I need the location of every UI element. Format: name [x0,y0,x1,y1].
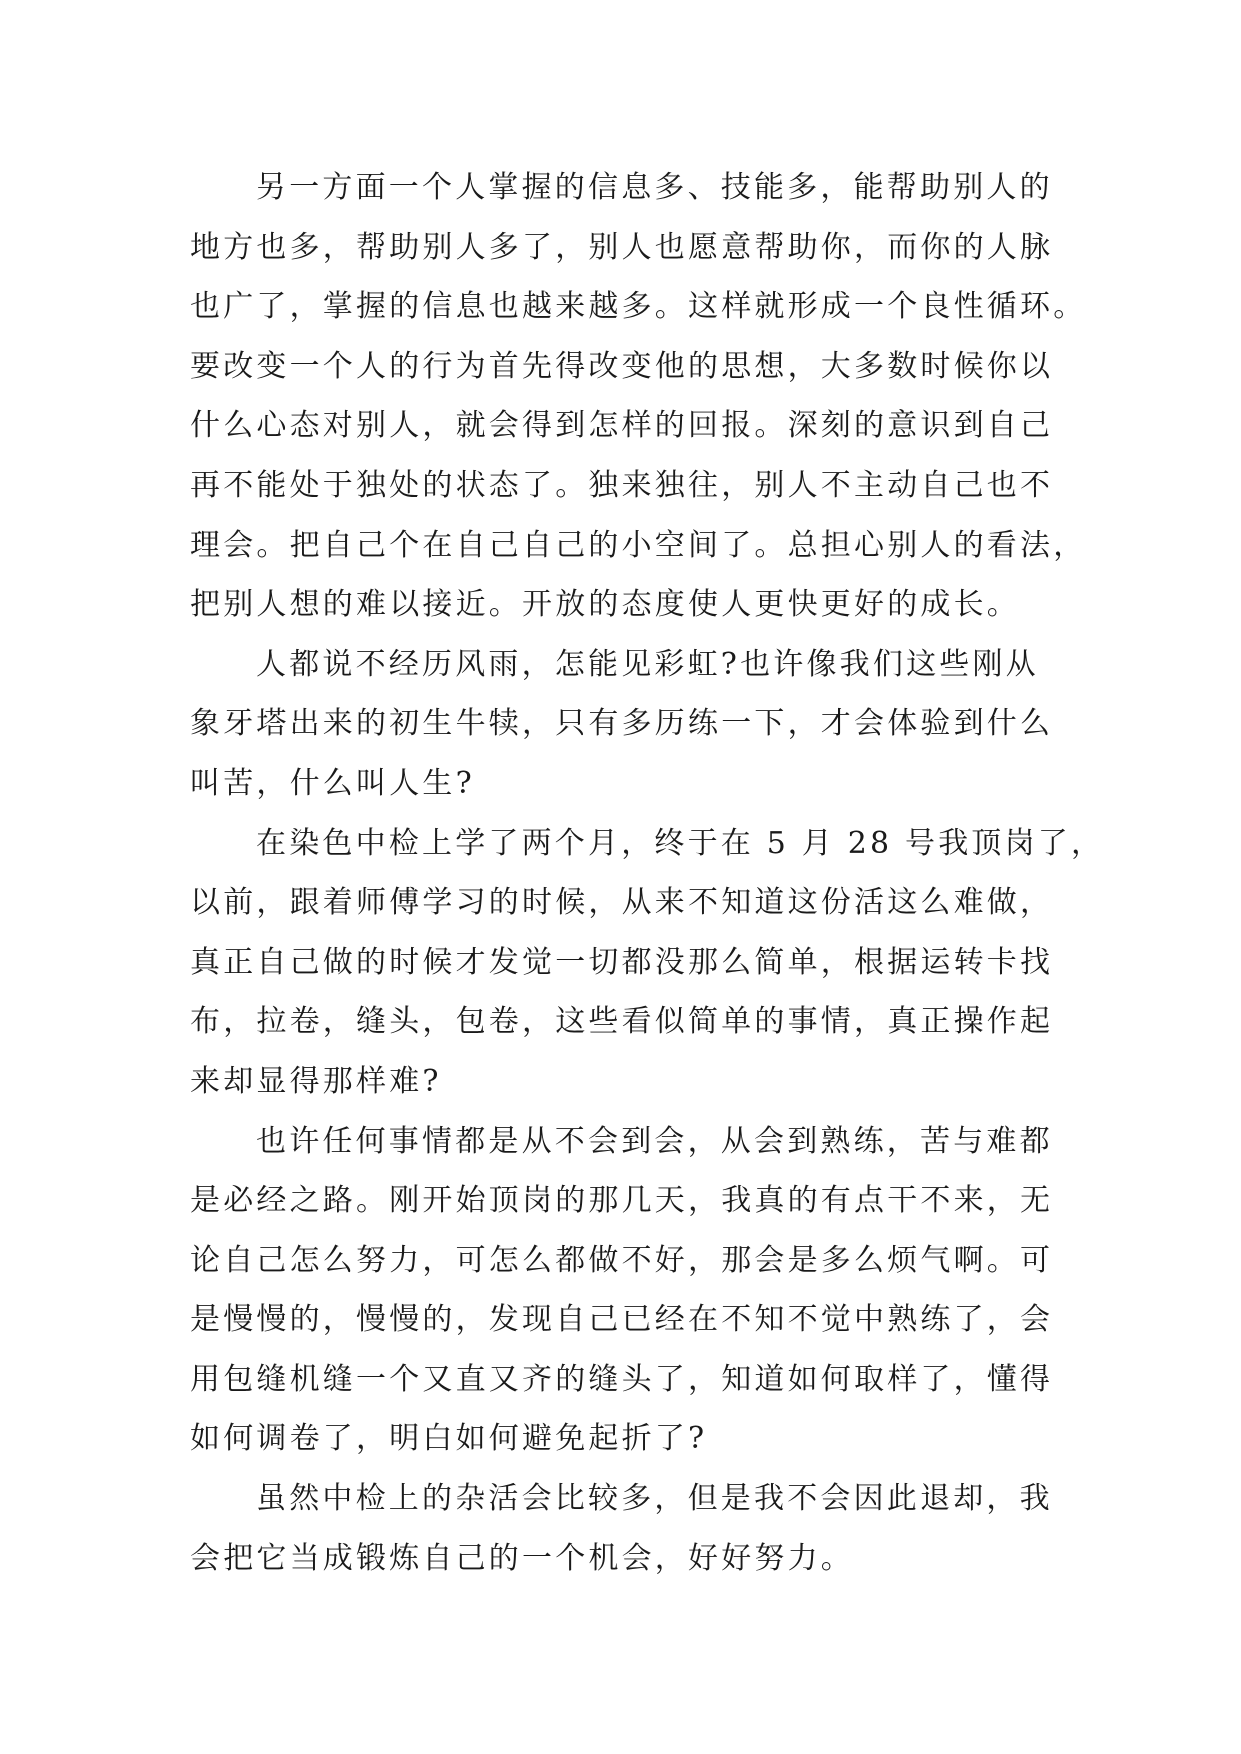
paragraph-1-line: 什么心态对别人，就会得到怎样的回报。深刻的意识到自己 [190,408,1054,444]
paragraph-3-line: 在染色中检上学了两个月，终于在 5 月 28 号我顶岗了， [256,825,1105,861]
paragraph-1-line: 另一方面一个人掌握的信息多、技能多，能帮助别人的 [256,170,1053,205]
paragraph-1-line: 把别人想的难以接近。开放的态度使人更快更好的成长。 [190,587,1020,623]
paragraph-3-line: 布，拉卷，缝头，包卷，这些看似简单的事情，真正操作起 [190,1004,1054,1040]
paragraph-3-line: 以前，跟着师傅学习的时候，从来不知道这份活这么难做， [190,885,1054,921]
paragraph-2-line: 叫苦，什么叫人生? [190,765,475,801]
paragraph-4-line: 论自己怎么努力，可怎么都做不好，那会是多么烦气啊。可 [190,1242,1054,1278]
paragraph-2-line: 象牙塔出来的初生牛犊，只有多历练一下，才会体验到什么 [190,706,1054,742]
paragraph-3-line: 真正自己做的时候才发觉一切都没那么简单，根据运转卡找 [190,944,1054,980]
paragraph-4-line: 用包缝机缝一个又直又齐的缝头了，知道如何取样了，懂得 [190,1361,1054,1397]
paragraph-4-line: 如何调卷了，明白如何避免起折了? [190,1421,708,1457]
paragraph-1-line: 也广了，掌握的信息也越来越多。这样就形成一个良性循环。 [190,289,1087,325]
document-body [190,158,1105,1588]
paragraph-3-line: 来却显得那样难? [190,1063,442,1099]
paragraph-5-line: 会把它当成锻炼自己的一个机会，好好努力。 [190,1540,854,1576]
paragraph-2-line: 人都说不经历风雨，怎能见彩虹?也许像我们这些刚从 [256,646,1039,682]
paragraph-4-line: 也许任何事情都是从不会到会，从会到熟练，苦与难都 [256,1123,1053,1159]
paragraph-1-line: 再不能处于独处的状态了。独来独往，别人不主动自己也不 [190,467,1054,503]
paragraph-5-line: 虽然中检上的杂活会比较多，但是我不会因此退却，我 [256,1481,1053,1517]
paragraph-4-line: 是必经之路。刚开始顶岗的那几天，我真的有点干不来，无 [190,1183,1054,1219]
paragraph-1-line: 地方也多，帮助别人多了，别人也愿意帮助你，而你的人脉 [190,229,1054,265]
paragraph-1-line: 要改变一个人的行为首先得改变他的思想，大多数时候你以 [190,348,1054,384]
paragraph-4-line: 是慢慢的，慢慢的，发现自己已经在不知不觉中熟练了，会 [190,1302,1054,1338]
paragraph-1-line: 理会。把自己个在自己自己的小空间了。总担心别人的看法， [190,527,1087,563]
